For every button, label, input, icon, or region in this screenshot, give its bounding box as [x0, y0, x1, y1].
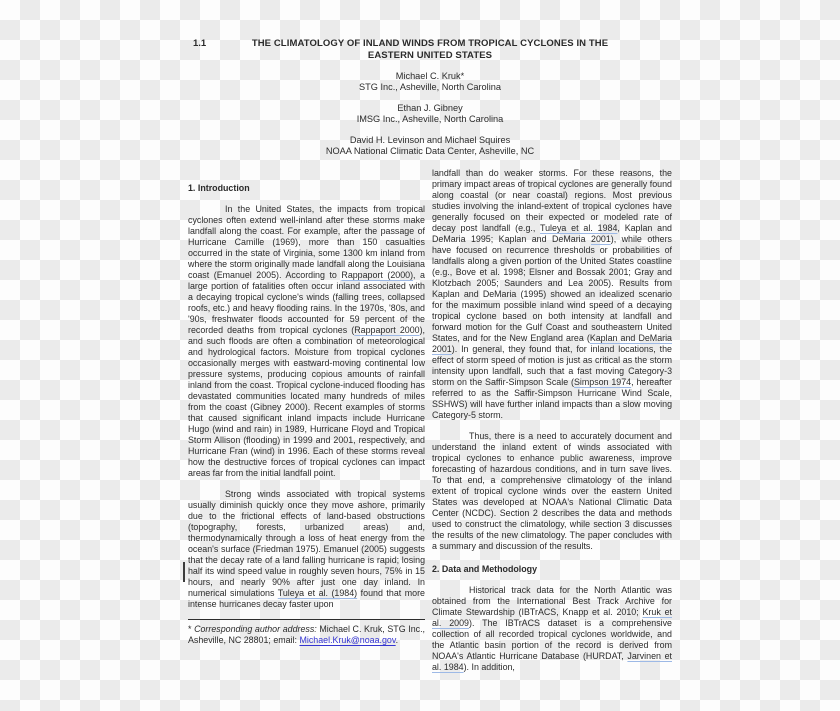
text-run: landfall than do weaker storms. For these reasons, the primary impact areas of tropical cyclones are generally found along coastal (or near coastal) regions. Most previous studies involving the inland-extent of tropical cyclones have generally focused on their expected or modeled rate of decay post landfall (e.g.,: [432, 168, 672, 233]
citation-link[interactable]: 2001: [591, 234, 611, 244]
citation-link[interactable]: Rappaport (2000): [341, 270, 414, 280]
text-run: *: [188, 624, 195, 634]
citation-link[interactable]: Rappaport 2000: [354, 325, 420, 335]
italic-text: Corresponding author address:: [194, 624, 317, 634]
right-column: [432, 168, 672, 673]
text-run: Thus, there is a need to accurately document and understand the inland extent of winds associated with tropical cyclones to enhance public awareness, improve forecasting of hazardous conditions, and in turn save lives. To that end, a comprehensive climatology of the inland extent of tropical cyclone winds over the eastern United States was developed at NOAA's National Climatic Data Center (NCDC). Section 2 describes the data and methods used to construct the climatology, while section 3 discusses the results of the new climatology. The paper concludes with a summary and discussion of the results.: [432, 431, 672, 551]
author-name: David H. Levinson and Michael Squires: [349, 134, 511, 145]
citation-link[interactable]: Jarvinen et al. 1984: [432, 651, 672, 672]
text-run: , a large portion of fatalities often occur inland associated with a decaying tropical cyclone's winds (falling trees, collapsed roofs, etc.) and heavy flooding rains. In the 1970s, '80s, and '90s, freshwater floods accounted for 59 percent of the recorded deaths from tropical cyclones (: [188, 270, 425, 335]
author-group-1: [188, 71, 672, 94]
data-paragraph-1: [432, 585, 672, 673]
author-affiliation: IMSG Inc., Asheville, North Carolina: [356, 114, 504, 125]
email-link[interactable]: Michael.Kruk@noaa.gov: [299, 635, 396, 645]
section-heading-introduction: [188, 183, 425, 194]
author-group-2: [188, 103, 672, 126]
intro-paragraph-2: [188, 489, 425, 610]
text-run: ), and such floods are often a combination of meteorological and hydrological factors. Moisture from tropical cyclones occasionally merges with eastward-moving continental low pressure systems, producing copious amounts of rainfall inland from the coast. Tropical cyclone-induced flooding has devastated communities located many hundreds of miles from the coast (Gibney 2000). Recent examples of storms that caused significant inland impacts include Hurricane Hugo (wind and rain) in 1989, Hurricane Floyd and Tropical Storm Allison (flooding) in 1999 and 2001, respectively, and Hurricane Fran (wind) in 1996. Each of these storms reveal how the destructive forces of tropical cyclones can impact areas far from the initial landfall point.: [188, 325, 425, 478]
citation-link[interactable]: Kaplan and DeMaria 2001: [432, 333, 672, 354]
paper-title: [188, 38, 672, 62]
citation-link[interactable]: Simpson 1974: [573, 377, 632, 387]
text-run: In the United States, the impacts from tropical cyclones often extend well-inland after these storms make landfall along the coast. For example, after the passage of Hurricane Camille (1969), more than 150 casualties occurred in the state of Virginia, some 1300 km inland from where the storm originally made landfall along the Louisiana coast (Emanuel 2005). According to: [188, 204, 425, 280]
paper-header: [188, 38, 672, 157]
text-run: .: [395, 635, 399, 645]
paper-title-line1: THE CLIMATOLOGY OF INLAND WINDS FROM TROPICAL CYCLONES IN THE: [251, 38, 609, 49]
intro-paragraph-2-continued: [432, 168, 672, 421]
text-run: ). In addition,: [463, 662, 515, 672]
intro-paragraph-1: [188, 204, 425, 479]
text-run: 2. Data and Methodology: [432, 564, 538, 574]
change-bar: [183, 562, 185, 582]
text-run: Historical track data for the North Atlantic was obtained from the International Best Track Archive for Climate Stewardship (IBTrACS, Knapp et al. 2010;: [432, 585, 672, 617]
need-paragraph: [432, 431, 672, 552]
paper-title-line2: EASTERN UNITED STATES: [367, 50, 493, 61]
citation-link[interactable]: Tuleya et al. (1984): [277, 588, 358, 598]
corresponding-author-footnote: [188, 619, 425, 646]
text-run: Strong winds associated with tropical systems usually diminish quickly once they move ashore, primarily due to the frictional effects of land-based obstructions (topography, forests, urbanized areas) and, thermodynamically through a loss of heat energy from the ocean's surface (Friedman 1975). Emanuel (2005) suggests that the decay rate of a land falling hurricane is rapid; losing half its wind speed value in roughly seven hours, 75% in 15 hours, and nearly 90% after just one day inland. In numerical simulations: [188, 489, 425, 598]
text-run: , Kaplan and DeMaria 1995; Kaplan and DeMaria: [432, 223, 672, 244]
text-run: ). In general, they found that, for inland locations, the effect of storm speed of motion is just as critical as the storm intensity upon landfall, such that a fast moving Category-3 storm on the Saffir-Simpson Scale (: [432, 344, 672, 387]
author-affiliation: STG Inc., Asheville, North Carolina: [359, 82, 501, 93]
text-run: ), while others have focused on recurrence thresholds or probabilities of landfalls along a given portion of the United States coastline (e.g., Bove et al. 1998; Elsner and Bossak 2001; Gray and Klotzbach 2005; Saunders and Lea 2005). Results from Kaplan and DeMaria (1995) showed an idealized scenario for the maximum possible inland wind speed of a decaying tropical cyclone based on both intensity at landfall and forward motion for the Gulf Coast and southeastern United States, and for the New England area (: [432, 234, 672, 343]
author-name: Michael C. Kruk*: [395, 71, 465, 81]
text-run: , hereafter referred to as the Saffir-Simpson Hurricane Wind Scale, SSHWS) will have further inland impacts than a slow moving Category-5 storm.: [432, 377, 672, 420]
text-run: 1. Introduction: [188, 183, 250, 193]
citation-link[interactable]: Tuleya et al. 1984: [540, 223, 618, 233]
text-run: ). The IBTrACS dataset is a comprehensive collection of all recorded tropical cyclones worldwide, and the Atlantic basin portion of the record is derived from NOAA's Atlantic Hurricane Database (HURDAT,: [432, 618, 672, 661]
author-name: Ethan J. Gibney: [397, 102, 463, 113]
section-heading-data-methodology: [432, 564, 672, 575]
text-run: Michael C. Kruk, STG Inc., Asheville, NC 28801; email:: [188, 624, 426, 645]
author-group-3: [188, 135, 672, 158]
citation-link[interactable]: Kruk et al. 2009: [432, 607, 672, 628]
paper-number: 1.1: [193, 38, 207, 49]
author-block: [188, 71, 672, 157]
left-column: [188, 183, 425, 646]
text-run: found that more intense hurricanes decay faster upon: [188, 588, 425, 609]
author-affiliation: NOAA National Climatic Data Center, Asheville, NC: [325, 146, 535, 157]
